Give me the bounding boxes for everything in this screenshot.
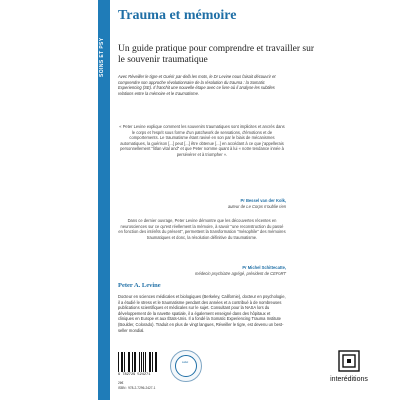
- barcode-bar: [132, 352, 133, 372]
- book-title: Trauma et mémoire: [118, 8, 237, 23]
- quote-schittecatte: Dans ce dernier ouvrage, Peter Levine démontre que les découvertes récentes en neurosciences sur ce qu'est réellement la mémoire, à savoir "une reconstruction du passé en fonction des intérêts du présent", permettent la transformation "mésophile" des mémoires traumatiques et donc, la résolution définitive du traumatisme.: [118, 218, 286, 240]
- signature-schittecatte: [118, 265, 286, 276]
- book-subtitle: Un guide pratique pour comprendre et travailler sur le souvenir traumatique: [118, 44, 314, 65]
- signature-van-der-kolk: [118, 198, 286, 209]
- badge-inner-ring: [175, 355, 197, 377]
- barcode-number: 9 782729 524271: [118, 373, 151, 377]
- barcode-bars: [118, 352, 152, 372]
- barcode-bar: [143, 352, 144, 372]
- publisher-name: interéditions: [330, 376, 368, 383]
- barcode-bar: [124, 352, 125, 372]
- spine-label: SOINS ET PSY: [99, 37, 105, 77]
- barcode-bar: [118, 352, 119, 372]
- barcode-bar: [129, 352, 130, 372]
- intro-paragraph: Avec Réveiller le tigre et Guérir par-delà les mots, le Dr Levine nous faisait découvrir et comprendre son approche révolutionnaire de la résolution du trauma : la Somatic Experiencing (SE). Il franchit une nouvelle étape avec ce livre où il analyse les subtiles relations entre la mémoire et le traumatisme.: [118, 74, 276, 96]
- price-label: 26€: [118, 381, 124, 385]
- certification-badge-icon: [170, 350, 202, 382]
- barcode: [118, 352, 152, 382]
- barcode-bar: [152, 352, 153, 372]
- isbn-label: ISBN : 978-2-7296-2427-1: [118, 386, 156, 390]
- quote-van-der-kolk: « Peter Levine explique comment les souvenirs traumatiques sont implicites et ancrés dans le corps et l'esprit sous forme d'un patchwork de sensations, d'émotions et de comportements. Le traumatisme étant ravivé en son par le biais de mécanismes automatiques, la guérison [...] peut [...] être obtenue [...] en accédant à ce que j'appellerais personnellement "litlan vital and" et que Peter nomme quant à lui « notre tendance innée à persévérer et à triompher ».: [119, 124, 285, 157]
- signature-name: Pr Bessel van der Kolk,: [240, 198, 286, 203]
- barcode-bar: [156, 352, 157, 372]
- barcode-bar: [145, 352, 146, 372]
- author-name: Peter A. Levine: [118, 282, 161, 289]
- signature-name: Pr Michel Schittecatte,: [242, 265, 286, 270]
- back-cover-content: [118, 0, 400, 400]
- signature-role: médecin psychiatre agrégé, président de CEFoRT: [195, 270, 286, 276]
- barcode-bar: [135, 352, 136, 372]
- barcode-bar: [122, 352, 123, 372]
- barcode-bar: [139, 352, 140, 372]
- publisher-logo-icon: [338, 350, 360, 372]
- signature-role: auteur de Le Corps n'oublie rien: [227, 203, 286, 209]
- badge-text: Label: [181, 361, 189, 364]
- barcode-bar: [150, 352, 151, 372]
- author-bio: Docteur en sciences médicales et biologiques (Berkeley, Californie), docteur en psychologie, il a étudié le stress et le traumatisme pendant des années et a contribué à de nombreuses publications scientifiques et médicales sur le sujet. Consultant pour la NASA lors du développement de la navette spatiale, il a également enseigné dans des hôpitaux et cliniques en Europe et aux États-Unis. Il a fondé la Somatic Experiencing Trauma Institute (Boulder, Colorado). Traduit en plus de vingt langues, Réveiller le tigre, est devenu un best-seller mondial.: [118, 294, 286, 333]
